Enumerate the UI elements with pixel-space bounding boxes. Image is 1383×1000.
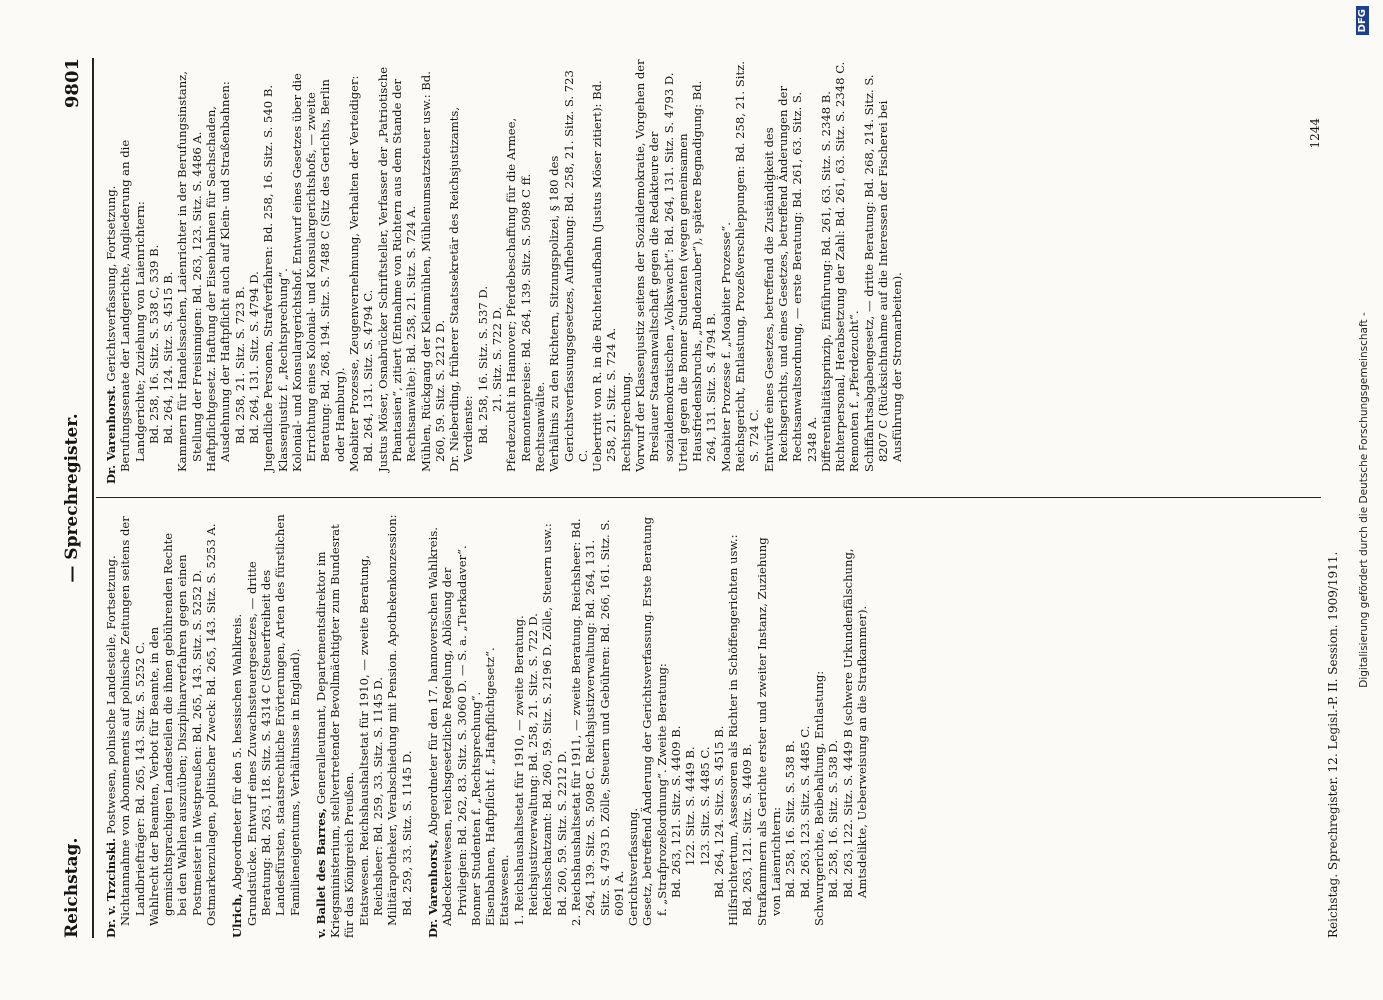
speaker-description: Postwesen, polnische Landesteile, Fortsetzung. — [104, 555, 118, 835]
register-line: Pferdezucht in Hannover; Pferdebeschaffung für die Armee, Remontenpreise: Bd. 264, 139. Sitz. S. 5098 C ff. — [504, 117, 533, 472]
register-line: Gesetz, betreffend Änderung der Gerichtsverfassung. Erste Beratung f. „Strafprozeßordnung“. Zweite Beratung: — [640, 516, 669, 926]
register-line: Bd. 264, 124. Sitz. S. 4515 B. — [711, 725, 726, 898]
register-line: Etatswesen. — [497, 854, 512, 926]
digitization-note: Digitalisierung gefördert durch die Deutsche Forschungsgemeinschaft - — [1358, 312, 1370, 688]
register-line: Bd. 258, 16. Sitz. S. 537 D. — [475, 285, 490, 444]
register-line: Bd. 258, 16. Sitz. S. 538 B. — [783, 740, 798, 898]
register-line: Kammern für Handelssachen, Laienrichter in der Berufungsinstanz, Stellung der Freisinnigen: Bd. 263, 123. Sitz. S. 4486 A. — [175, 71, 204, 472]
register-line: Ostmarkenzulagen, politischer Zweck: Bd. 265, 143. Sitz. S. 5253 A. — [204, 523, 219, 926]
dfg-logo: DFG — [1356, 6, 1369, 35]
register-line: 2. Reichshaushaltsetat für 1911, — zweite Beratung. Reichsheer: Bd. 264, 139. Sitz. S. 5098 C. Reichsjustizverwaltung: Bd. 264, 131. Sitz. S. 4793 D. Zölle, Steuern und Gebühren: Bd. 266, 161. Sitz. S. 6091 A. — [568, 518, 626, 926]
register-line: Entwürfe eines Gesetzes, betreffend die Zuständigkeit des Reichsgerichts, und eines Gesetzes, betreffend Änderungen der Rechtsanwaltsordnung, — erste Beratung: Bd. 261, 63. Sitz. S. 2348 A. — [761, 85, 819, 472]
register-line: Dr. Nieberding, früherer Staatssekretär des Reichsjustizamts, Verdienste: — [447, 106, 476, 472]
register-line: Schwurgerichte, Beibehaltung, Entlastung: — [811, 670, 826, 926]
register-line: Wahlrecht der Beamten, Verbot für Beamte, in den gemischtsprachigen Landesteilen die ihnen gebührenden Rechte bei den Wahlen auszuüben; Disziplinarverfahren gegen einen Postmeister in Westpreußen: Bd. 265, 143. Sitz. S. 5252 D. — [146, 532, 204, 926]
register-line: Differentialitätsprinzip, Einführung: Bd. 261, 63. Sitz. S. 2348 B. — [818, 91, 833, 472]
register-line: Justus Möser, Osnabrücker Schriftsteller, Verfasser der „Patriotische Phantasien“, zitiert (Entnahme von Richtern aus dem Stande der Rechtsanwälte): Bd. 258, 21. Sitz. S. 724 A. — [375, 66, 419, 472]
speaker-description: Abgeordneter für den 17. hannoverschen Wahlkreis. — [425, 527, 440, 836]
register-line: 1. Reichshaushaltsetat für 1910, — zweite Beratung. Reichsjustizverwaltung: Bd. 258, 21. Sitz. S. 722 D. Reichsschatzamt: Bd. 260, 59. Sitz. S. 2196 D. Zölle, Steuern usw.: Bd. 260, 59. Sitz. S. 2212 D. — [511, 523, 569, 926]
column-divider — [96, 497, 1321, 498]
speaker-description: Abgeordneter für den 5. hessischen Wahlkreis. — [230, 613, 245, 890]
register-line: Bd. 258, 16. Sitz. S. 538 C, 539 B. — [146, 244, 161, 444]
entry-heading — [426, 513, 440, 938]
register-line: Richterpersonal, Herabsetzung der Zahl: Bd. 261, 63. Sitz. S. 2348 C. — [833, 61, 848, 472]
register-line: Militärapotheker, Verabschiedung mit Pension. Apothekenkonzession: Bd. 259, 33. Sitz. S. 1145 D. — [385, 514, 414, 926]
register-line: Remonten f. „Pferdezucht“. — [847, 310, 862, 472]
register-line: Berufungssenate der Landgerichte, Angliederung an die Landgerichte; Zuziehung von Laienrichtern: — [118, 139, 147, 472]
register-line: Bd. 258, 21. Sitz. S. 723 B. — [232, 286, 247, 444]
entry-heading — [104, 513, 118, 938]
register-line: Schiffahrtsabgabengesetz, — dritte Beratung: Bd. 268, 214. Sitz. S. 8207 C (Rücksichtnahme auf die Interessen der Fischerei bei Ausführung der Stromarbeiten). — [861, 74, 905, 472]
register-line: Reichsgericht, Entlastung, Prozeßverschleppungen: Bd. 258, 21. Sitz. S. 724 C. — [733, 61, 762, 472]
register-line: Bd. 264, 124. Sitz. S. 4515 B. — [161, 271, 176, 444]
register-line: Klassenjustiz f. „Rechtsprechung“. — [275, 268, 290, 472]
register-line: Uebertritt von R. in die Richterlaufbahn (Justus Möser zitiert): Bd. 258, 21. Sitz. S. 724 A. — [590, 80, 619, 472]
page-footer — [1308, 58, 1340, 938]
register-line: Bd. 264, 131. Sitz. S. 4794 D. — [246, 271, 261, 444]
speaker-name: Dr. v. Trzcinski. — [104, 837, 118, 938]
speaker-name: Dr. Varenhorst. — [104, 385, 118, 484]
register-line: 21. Sitz. S. 722 D. — [490, 306, 505, 412]
register-line: Hilfsrichtertum, Assessoren als Richter in Schöffengerichten usw.: Bd. 263, 121. Sitz. S. 4409 B. — [726, 534, 755, 926]
register-line: Bonner Studenten f. „Rechtsprechung“. — [468, 691, 483, 926]
register-line: Jugendliche Personen, Strafverfahren: Bd. 258, 16. Sitz. S. 540 B. — [261, 84, 276, 472]
register-line: Moabiter Prozesse f. „Moabiter Prozesse“. — [718, 222, 733, 472]
footer-page-code: 1244 — [1308, 118, 1322, 149]
register-line: Rechtsprechung. — [618, 372, 633, 472]
right-column — [104, 59, 905, 484]
register-line: Nichtannahme von Abonnements auf polnische Zeitungen seitens der Landbriefträger: Bd. 265, 143. Sitz. S. 5252 C. — [118, 516, 147, 926]
register-line: Urteil gegen die Bonner Studenten (wegen gemeinsamen Hausfriedensbruchs, „Budenzauber“), spätere Begnadigung: Bd. 264, 131. Sitz. S. 4794 B. — [675, 80, 719, 472]
register-line: Bd. 263, 122. Sitz. S. 4449 B (schwere Urkundenfälschung, Amtsdelikte, Ueberweisung an die Strafkammer). — [840, 548, 869, 898]
register-line: Moabiter Prozesse, Zeugenvernehmung, Verhalten der Verteidiger: Bd. 264, 131. Sitz. S. 4794 C. — [347, 75, 376, 472]
register-line: Mühlen, Rückgang der Kleinmühlen, Mühlenumsatzsteuer usw.: Bd. 260, 59. Sitz. S. 2212 D. — [418, 71, 447, 472]
register-line: Strafkammern als Gerichte erster und zweiter Instanz, Zuziehung von Laienrichtern: — [754, 537, 784, 926]
register-line: 122. Sitz. S. 4449 B. — [683, 746, 698, 866]
entry-heading — [314, 513, 357, 938]
entry-heading — [230, 513, 244, 938]
speaker-name: v. Ballet des Barres, — [313, 807, 328, 938]
header-left: Reichstag. — [62, 837, 82, 938]
register-line: Vorwurf der Klassenjustiz seitens der Sozialdemokratie, Vorgehen der Breslauer Staatsanwaltschaft gegen die Redakteure der sozialdemokratischen „Volkswacht“: Bd. 264, 131. Sitz. S. 4793 D. — [632, 59, 676, 472]
register-line: Bd. 258, 16. Sitz. S. 538 D. — [826, 739, 841, 898]
speaker-name: Ulrich, — [230, 893, 245, 938]
register-line: Bd. 263, 121. Sitz. S. 4409 B. — [668, 725, 683, 898]
register-line: Eisenbahnen, Haftpflicht f. „Haftpflichtgesetz“. — [483, 647, 498, 926]
header-rule — [92, 58, 94, 938]
register-line: Verhältnis zu den Richtern, Sitzungspolizei, § 180 des Gerichtsverfassungsgesetzes, Aufhebung: Bd. 258, 21. Sitz. S. 723 C. — [547, 70, 590, 472]
register-line: Rechtsanwälte. — [532, 381, 547, 472]
register-line: Bd. 263, 123. Sitz. S. 4485 C. — [797, 725, 812, 898]
speaker-name: Dr. Varenhorst, — [425, 839, 440, 938]
register-line: Abdeckereiwesen, reichsgesetzliche Regelung, Ablösung der Privilegien: Bd. 262, 83. Sitz. S. 3060 D. — S. a. „Tierkadaver“. — [440, 545, 469, 926]
register-line: Gerichtsverfassung. — [626, 807, 641, 926]
entry-heading — [104, 59, 118, 484]
register-line: Etatswesen. Reichshaushaltsetat für 1910, — zweite Beratung, Reichsheer: Bd. 259, 33. Sitz. S. 1145 D. — [356, 554, 386, 926]
page-header — [62, 58, 88, 938]
speaker-description: Generalleutnant, Departementsdirektor im Kriegsministerium, stellvertretender Bevollmächtigter zum Bundesrat für das Königreich Preußen. — [313, 524, 357, 938]
footer-text: Reichstag. Sprechregister. 12. Legisl.-P. II. Session. 1909/1911. — [1326, 551, 1340, 938]
speaker-description: Gerichtsverfassung, Fortsetzung. — [104, 185, 118, 382]
header-center: — Sprechregister. — [62, 413, 82, 583]
register-line: Kolonial- und Konsulargerichtshof. Entwurf eines Gesetzes über die Errichtung eines Kolonial- und Konsulargerichtshofs, — zweite Beratung: Bd. 268, 194. Sitz. S. 7488 C (Sitz des Gerichts, Berlin oder Hamburg). — [289, 73, 347, 472]
left-column — [104, 513, 869, 938]
register-line: 123. Sitz. S. 4485 C. — [697, 746, 712, 866]
register-line: Grundstücke. Entwurf eines Zuwachssteuergesetzes, — dritte Beratung: Bd. 263, 118. Sitz. S. 4314 C (Steuerfreiheit des Landesfürsten, staatsrechtliche Erörterungen, Arten des fürstlichen Familieneigentums, Verhältnisse in England). — [244, 514, 302, 926]
register-line: Haftpflichtgesetz. Haftung der Eisenbahnen für Sachschaden, Ausdehnung der Haftpflicht auch auf Klein- und Straßenbahnen: — [204, 81, 233, 472]
page-number: 9801 — [62, 58, 83, 109]
